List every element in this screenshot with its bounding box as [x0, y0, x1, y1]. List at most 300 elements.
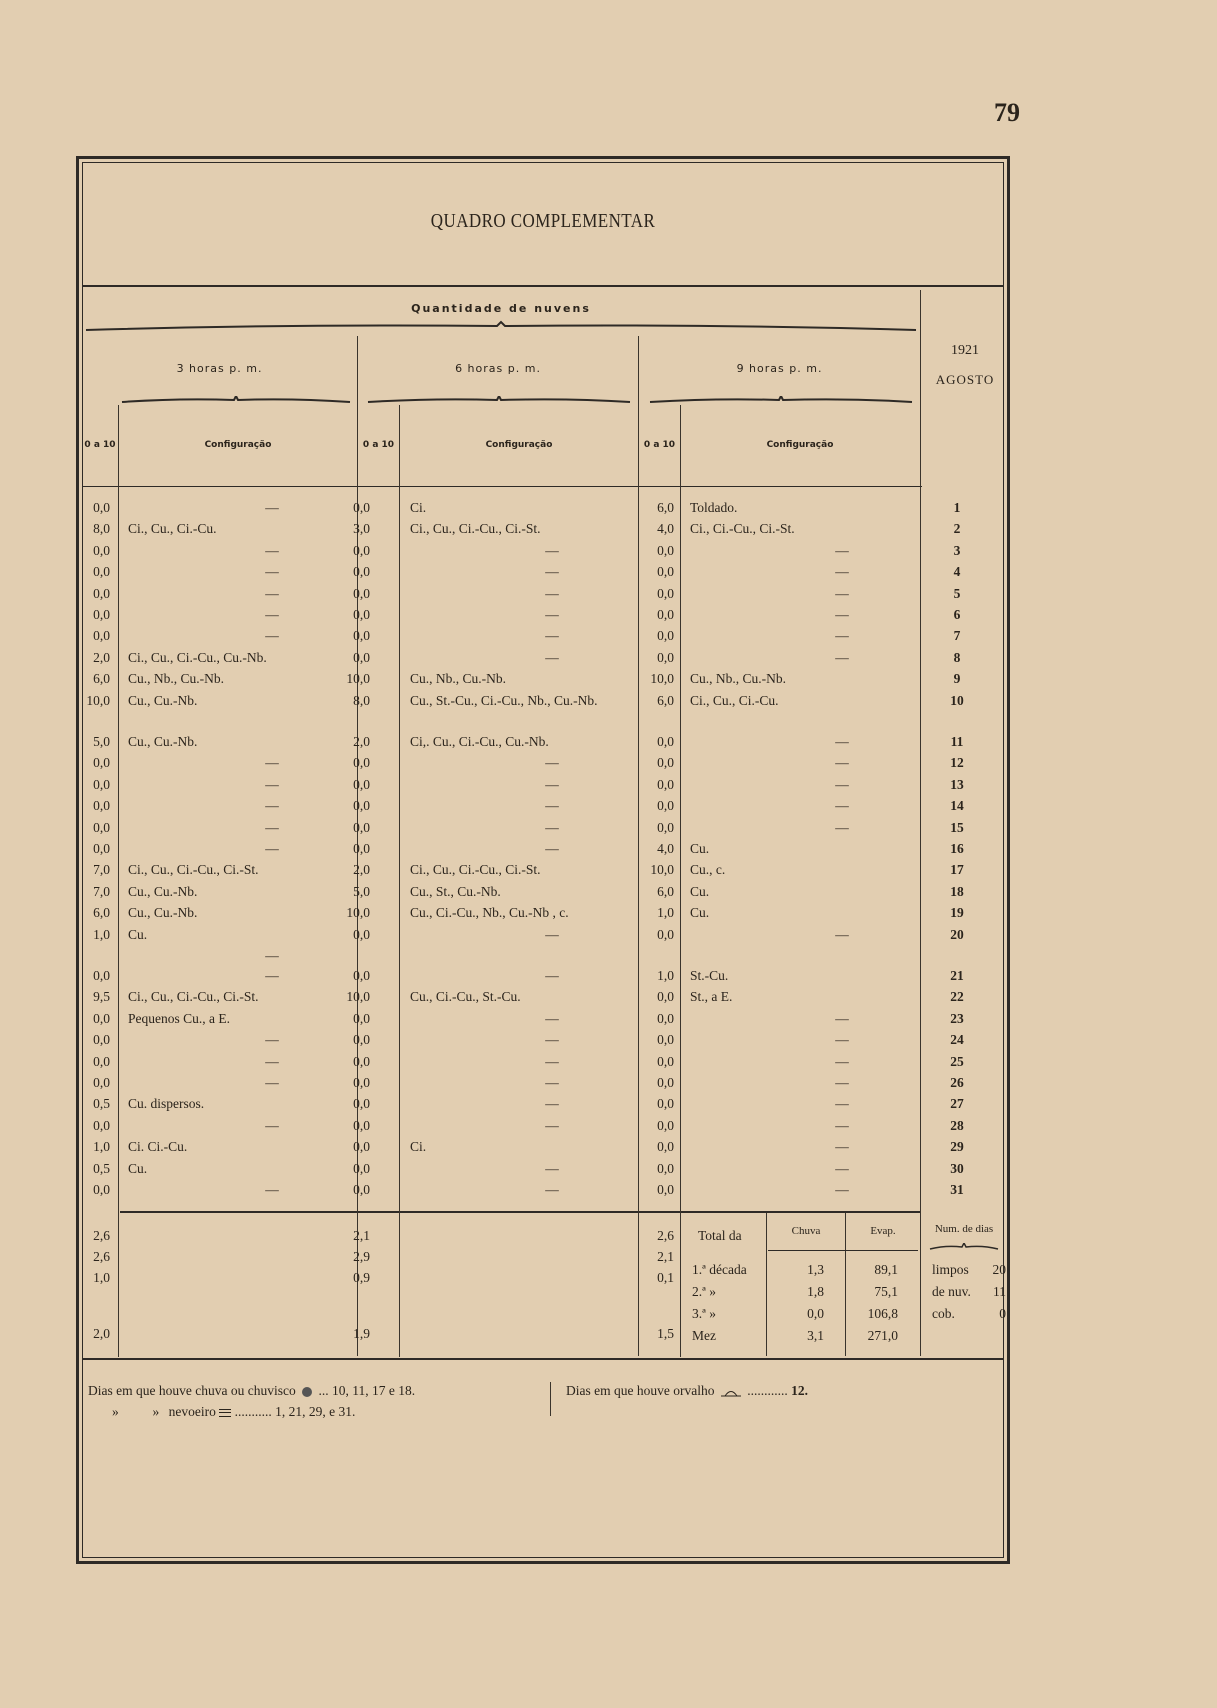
summary-c-2: 2,1	[657, 1249, 674, 1264]
day-number: 17	[950, 862, 964, 878]
cloud-3pm-config: Cu., Cu.-Nb.	[128, 905, 198, 921]
cloud-3pm-value: 0,0	[93, 1117, 110, 1133]
num-dias-nuv-value: 11	[993, 1284, 1006, 1299]
cloud-6pm-value: 10,0	[346, 905, 370, 921]
cloud-3pm-value: 1,0	[93, 1139, 110, 1155]
cloud-9pm-value: 0,0	[657, 1182, 674, 1197]
table-row	[82, 862, 1004, 882]
group-brace	[120, 396, 352, 406]
summary-c-4: 1,5	[657, 1326, 674, 1341]
day-number: 31	[950, 1182, 964, 1197]
table-row	[82, 650, 1004, 670]
dew-days: 12.	[791, 1383, 808, 1398]
cloud-3pm-value: 5,0	[93, 734, 110, 749]
period-1: 1.ª década	[692, 1262, 747, 1277]
evap-1: 89,1	[874, 1262, 898, 1277]
cloud-3pm-config: —	[265, 776, 279, 792]
cloud-9pm-value: 1,0	[657, 968, 674, 983]
summary-a-1: 2,6	[93, 1228, 110, 1243]
cloud-3pm-value: 0,0	[93, 564, 110, 580]
rain-leader: ...	[318, 1383, 332, 1398]
summary-a-2: 2,6	[93, 1249, 110, 1264]
day-number: 24	[950, 1032, 964, 1048]
header-year: 1921	[951, 343, 979, 358]
cloud-6pm-config: Ci,. Cu., Ci.-Cu., Cu.-Nb.	[410, 734, 549, 749]
cloud-6pm-value: 0,0	[353, 649, 370, 665]
cloud-9pm-value: 0,0	[657, 1032, 674, 1048]
summary-a-4: 2,0	[93, 1326, 110, 1341]
cloud-9pm-config: Cu., Nb., Cu.-Nb.	[690, 671, 787, 687]
num-dias-limpos-value: 20	[992, 1262, 1006, 1277]
table-row	[82, 905, 1004, 925]
cloud-3pm-config: Ci., Cu., Ci.-Cu.	[128, 521, 217, 537]
cloud-6pm-config: —	[545, 649, 559, 665]
evap-3: 106,8	[867, 1306, 898, 1321]
cloud-3pm-config: —	[265, 841, 279, 856]
table-row	[82, 607, 1004, 627]
cloud-6pm-config: —	[545, 628, 559, 644]
table-row	[82, 586, 1004, 606]
cloud-9pm-value: 0,0	[657, 607, 674, 622]
footer-divider	[550, 1382, 551, 1416]
cloud-9pm-config: —	[835, 734, 849, 749]
cloud-9pm-value: 0,0	[657, 1075, 674, 1090]
group-brace	[366, 396, 632, 406]
cloud-3pm-config: —	[265, 1075, 279, 1090]
table-row	[82, 1161, 1004, 1181]
cloud-9pm-value: 6,0	[657, 692, 674, 708]
header-month: AGOSTO	[935, 372, 995, 387]
num-dias-nuv: de nuv.	[932, 1284, 971, 1299]
cloud-6pm-value: 0,0	[353, 926, 370, 942]
cloud-3pm-config: Cu., Cu.-Nb.	[128, 883, 198, 899]
table-row	[82, 755, 1004, 775]
header-cloud-amount: Quantidade de nuvens	[411, 302, 591, 315]
cloud-6pm-config: —	[545, 968, 559, 983]
fog-note	[112, 1404, 355, 1420]
cloud-3pm-config: —	[265, 585, 279, 601]
cloud-3pm-config: —	[265, 819, 279, 835]
cloud-9pm-config: —	[835, 755, 849, 771]
cloud-6pm-value: 0,0	[353, 1032, 370, 1048]
num-dias-label: Num. de dias	[934, 1223, 994, 1235]
cloud-9pm-value: 0,0	[657, 1096, 674, 1112]
table-row	[82, 798, 1004, 818]
day-number: 26	[950, 1075, 964, 1090]
day-number: 10	[950, 692, 964, 708]
cloud-6pm-config: Ci.	[410, 1139, 427, 1155]
cloud-9pm-config: —	[835, 1160, 849, 1176]
cloud-3pm-value: 7,0	[93, 883, 110, 899]
day-number: 1	[953, 500, 961, 515]
cloud-6pm-config: —	[545, 1010, 559, 1026]
cloud-3pm-value: 0,0	[93, 819, 110, 835]
cloud-6pm-config: —	[545, 819, 559, 835]
cloud-3pm-value: 0,0	[93, 968, 110, 983]
table-row	[82, 1011, 1004, 1031]
day-number: 4	[953, 564, 961, 580]
cloud-3pm-config: Ci., Cu., Ci.-Cu., Cu.-Nb.	[128, 649, 267, 665]
col-config-1: Configuração	[204, 440, 272, 450]
cloud-3pm-value: 0,0	[93, 755, 110, 771]
cloud-3pm-value: 0,0	[93, 841, 110, 856]
cloud-9pm-value: 0,0	[657, 1139, 674, 1155]
group-6pm: 6 horas p. m.	[455, 362, 541, 375]
rain-days: 10, 11, 17 e 18.	[331, 1383, 416, 1398]
cloud-6pm-value: 2,0	[353, 734, 370, 749]
total-label: Total da	[698, 1228, 742, 1243]
cloud-6pm-value: 0,0	[353, 819, 370, 835]
day-number: 12	[950, 755, 964, 771]
cloud-3pm-value: 0,5	[93, 1096, 110, 1112]
table-row-continuation	[82, 948, 1004, 968]
fog-prefix: » »	[112, 1404, 160, 1419]
cloud-9pm-value: 0,0	[657, 649, 674, 665]
day-number: 23	[950, 1010, 964, 1026]
col-scale-1: 0 a 10	[84, 440, 116, 450]
cloud-6pm-config: Ci.	[410, 500, 427, 515]
cloud-9pm-value: 0,0	[657, 734, 674, 749]
cloud-3pm-value: 0,0	[93, 607, 110, 622]
cloud-3pm-value: 6,0	[93, 671, 110, 687]
cloud-6pm-config: —	[545, 798, 559, 814]
cloud-3pm-config: Pequenos Cu., a E.	[128, 1010, 230, 1026]
cloud-3pm-value: 9,5	[93, 989, 110, 1005]
summary-b-3: 0,9	[353, 1270, 370, 1285]
cloud-9pm-value: 0,0	[657, 628, 674, 644]
cloud-3pm-value: 0,0	[93, 1010, 110, 1026]
cloud-6pm-value: 0,0	[353, 776, 370, 792]
cloud-9pm-config: Toldado.	[690, 500, 738, 515]
cloud-9pm-config: —	[835, 798, 849, 814]
cloud-3pm-value: 0,0	[93, 1053, 110, 1069]
chuva-2: 1,8	[807, 1284, 824, 1299]
cloud-9pm-config: —	[835, 628, 849, 644]
cloud-9pm-value: 1,0	[657, 905, 674, 921]
cloud-9pm-config: St.-Cu.	[690, 968, 729, 983]
cloud-6pm-config: —	[545, 585, 559, 601]
cloud-9pm-config: —	[835, 1096, 849, 1112]
table-row	[82, 1032, 1004, 1052]
cloud-6pm-config: —	[545, 1096, 559, 1112]
cloud-9pm-value: 0,0	[657, 926, 674, 942]
cloud-3pm-value: 0,0	[93, 500, 110, 515]
cloud-3pm-config: —	[265, 564, 279, 580]
cloud-6pm-config: —	[545, 1032, 559, 1048]
day-number: 30	[950, 1160, 964, 1176]
table-row	[82, 543, 1004, 563]
cloud-9pm-config: —	[835, 1053, 849, 1069]
cloud-9pm-config: Cu.	[690, 905, 710, 921]
day-number: 13	[950, 776, 964, 792]
footer-rule	[82, 1358, 1004, 1360]
chuva-4: 3,1	[807, 1328, 824, 1343]
day-number: 8	[953, 649, 961, 665]
cloud-3pm-config: Cu., Nb., Cu.-Nb.	[128, 671, 225, 687]
cloud-6pm-config: Cu., Nb., Cu.-Nb.	[410, 671, 507, 687]
cloud-9pm-value: 10,0	[650, 862, 674, 878]
cloud-3pm-config: —	[265, 500, 279, 515]
day-number: 14	[950, 798, 964, 814]
day-number: 16	[950, 841, 964, 856]
cloud-9pm-config: —	[835, 1010, 849, 1026]
cloud-6pm-config: —	[545, 564, 559, 580]
col-scale-2: 0 a 10	[362, 440, 395, 450]
summary-b-4: 1,9	[353, 1326, 370, 1341]
cloud-6pm-value: 0,0	[353, 968, 370, 983]
cloud-9pm-value: 4,0	[657, 521, 674, 537]
day-number: 21	[950, 968, 964, 983]
cloud-3pm-config: Cu., Cu.-Nb.	[128, 734, 198, 749]
cloud-9pm-value: 0,0	[657, 1053, 674, 1069]
cloud-9pm-config: Cu.	[690, 841, 710, 856]
period-4: Mez	[692, 1328, 716, 1343]
chuva-label: Chuva	[791, 1225, 821, 1237]
cloud-6pm-value: 0,0	[353, 1096, 370, 1112]
group-brace	[648, 396, 914, 406]
num-dias-limpos: limpos	[932, 1262, 969, 1277]
cloud-6pm-value: 0,0	[353, 798, 370, 814]
cloud-6pm-value: 0,0	[353, 1182, 370, 1197]
cloud-6pm-value: 10,0	[346, 989, 370, 1005]
table-row	[82, 521, 1004, 541]
group-3pm: 3 horas p. m.	[176, 362, 263, 375]
cloud-3pm-config: —	[265, 1053, 279, 1069]
cloud-6pm-config: —	[545, 1182, 559, 1197]
day-number: 25	[950, 1053, 964, 1069]
cloud-9pm-config: Cu.	[690, 883, 710, 899]
table-row	[82, 628, 1004, 648]
cloud-9pm-config: —	[835, 776, 849, 792]
cloud-3pm-value: 0,0	[93, 542, 110, 558]
cloud-6pm-config: Ci., Cu., Ci.-Cu., Ci.-St.	[410, 862, 541, 878]
cloud-3pm-config: Cu. dispersos.	[128, 1096, 205, 1112]
cloud-9pm-config: Ci., Ci.-Cu., Ci.-St.	[690, 521, 795, 537]
cloud-3pm-config: —	[265, 947, 279, 963]
table-row	[82, 989, 1004, 1009]
table-row	[82, 1182, 1004, 1202]
cloud-3pm-config: —	[265, 1117, 279, 1133]
cloud-6pm-value: 0,0	[353, 564, 370, 580]
cloud-6pm-value: 0,0	[353, 1053, 370, 1069]
cloud-6pm-config: Cu., Ci.-Cu., Nb., Cu.-Nb , c.	[410, 905, 569, 921]
cloud-9pm-config: —	[835, 1032, 849, 1048]
rain-symbol-icon	[302, 1387, 312, 1397]
cloud-3pm-value: 0,0	[93, 798, 110, 814]
table-row	[82, 841, 1004, 861]
cloud-6pm-config: —	[545, 776, 559, 792]
day-number: 22	[950, 989, 964, 1005]
cloud-3pm-config: —	[265, 798, 279, 814]
col-config-2: Configuração	[485, 440, 553, 450]
cloud-6pm-config: Cu., St.-Cu., Ci.-Cu., Nb., Cu.-Nb.	[410, 692, 598, 708]
day-number: 18	[950, 883, 964, 899]
cloud-6pm-value: 5,0	[353, 883, 370, 899]
table-row	[82, 1096, 1004, 1116]
cloud-9pm-value: 10,0	[650, 671, 674, 687]
cloud-3pm-value: 6,0	[93, 905, 110, 921]
cloud-3pm-config: Ci. Ci.-Cu.	[128, 1139, 188, 1155]
day-number: 20	[950, 926, 964, 942]
cloud-3pm-config: —	[265, 628, 279, 644]
cloud-6pm-config: —	[545, 1075, 559, 1090]
cloud-6pm-value: 0,0	[353, 1160, 370, 1176]
cloud-9pm-config: Ci., Cu., Ci.-Cu.	[690, 692, 779, 708]
cloud-9pm-value: 6,0	[657, 883, 674, 899]
cloud-9pm-config: —	[835, 1182, 849, 1197]
num-dias-cob: cob.	[932, 1306, 955, 1321]
cloud-6pm-value: 0,0	[353, 628, 370, 644]
chuva-3: 0,0	[807, 1306, 824, 1321]
cloud-3pm-value: 8,0	[93, 521, 110, 537]
evap-2: 75,1	[874, 1284, 898, 1299]
cloud-9pm-value: 0,0	[657, 585, 674, 601]
cloud-9pm-config: —	[835, 607, 849, 622]
cloud-6pm-value: 10,0	[346, 671, 370, 687]
cloud-9pm-config: —	[835, 926, 849, 942]
day-number: 19	[950, 905, 964, 921]
cloud-9pm-config: —	[835, 585, 849, 601]
cloud-6pm-config: —	[545, 755, 559, 771]
cloud-3pm-config: —	[265, 1182, 279, 1197]
table-row	[82, 820, 1004, 840]
cloud-3pm-config: Cu.	[128, 1160, 148, 1176]
fog-symbol-icon	[219, 1409, 231, 1417]
fog-days: 1, 21, 29, e 31.	[275, 1404, 356, 1419]
page-number: 79	[994, 98, 1020, 127]
table-row	[82, 777, 1004, 797]
evap-label: Evap.	[870, 1225, 896, 1237]
cloud-6pm-value: 0,0	[353, 500, 370, 515]
dew-note	[566, 1383, 808, 1399]
cloud-9pm-value: 0,0	[657, 564, 674, 580]
cloud-9pm-value: 0,0	[657, 542, 674, 558]
cloud-9pm-config: —	[835, 1075, 849, 1090]
cloud-6pm-config: Cu., Ci.-Cu., St.-Cu.	[410, 989, 521, 1005]
table-row	[82, 734, 1004, 754]
summary-b-2: 2,9	[353, 1249, 370, 1264]
cloud-3pm-config: Cu.	[128, 926, 148, 942]
cloud-9pm-config: —	[835, 564, 849, 580]
day-number: 27	[950, 1096, 964, 1112]
cloud-9pm-value: 0,0	[657, 989, 674, 1005]
group-9pm: 9 horas p. m.	[736, 362, 823, 375]
day-number: 28	[950, 1117, 964, 1133]
cloud-3pm-config: —	[265, 755, 279, 771]
cloud-6pm-config: Cu., St., Cu.-Nb.	[410, 883, 501, 899]
table-row	[82, 671, 1004, 691]
table-row	[82, 968, 1004, 988]
table-row	[82, 693, 1004, 713]
cloud-9pm-value: 0,0	[657, 798, 674, 814]
cloud-6pm-value: 0,0	[353, 1010, 370, 1026]
cloud-6pm-value: 2,0	[353, 862, 370, 878]
day-number: 2	[953, 521, 961, 537]
cloud-6pm-value: 0,0	[353, 1139, 370, 1155]
dew-symbol-icon	[720, 1387, 742, 1397]
cloud-9pm-config: —	[835, 649, 849, 665]
table-title: QUADRO COMPLEMENTAR	[430, 210, 656, 232]
cloud-9pm-value: 0,0	[657, 819, 674, 835]
cloud-3pm-value: 2,0	[93, 649, 110, 665]
cloud-3pm-value: 0,0	[93, 1032, 110, 1048]
cloud-3pm-config: Cu., Cu.-Nb.	[128, 692, 198, 708]
col-scale-3: 0 a 10	[643, 440, 676, 450]
col-config-3: Configuração	[766, 440, 834, 450]
table-row	[82, 1118, 1004, 1138]
day-number: 11	[950, 734, 964, 749]
day-number: 5	[953, 585, 961, 601]
title-rule	[82, 285, 1004, 287]
num-dias-cob-value: 0	[999, 1306, 1006, 1321]
header-brace	[82, 320, 920, 334]
dew-leader: ............	[747, 1383, 792, 1398]
cloud-9pm-config: —	[835, 819, 849, 835]
day-number: 6	[953, 607, 961, 622]
table-row	[82, 884, 1004, 904]
dew-label: Dias em que houve orvalho	[566, 1383, 715, 1398]
table-row	[82, 1054, 1004, 1074]
cloud-9pm-value: 0,0	[657, 1160, 674, 1176]
cloud-3pm-value: 0,5	[93, 1160, 110, 1176]
cloud-6pm-value: 0,0	[353, 585, 370, 601]
summary-a-3: 1,0	[93, 1270, 110, 1285]
cloud-6pm-value: 0,0	[353, 542, 370, 558]
period-3: 3.ª »	[692, 1306, 716, 1321]
period-2: 2.ª »	[692, 1284, 716, 1299]
cloud-9pm-value: 0,0	[657, 1010, 674, 1026]
cloud-3pm-value: 0,0	[93, 628, 110, 644]
day-number: 9	[953, 671, 961, 687]
total-rule	[768, 1250, 918, 1251]
table-row	[82, 927, 1004, 947]
rain-label: Dias em que houve chuva ou chuvisco	[88, 1383, 296, 1398]
cloud-3pm-value: 7,0	[93, 862, 110, 878]
table-row	[82, 500, 1004, 520]
cloud-6pm-value: 0,0	[353, 755, 370, 771]
cloud-6pm-value: 0,0	[353, 1117, 370, 1133]
summary-c-3: 0,1	[657, 1270, 674, 1285]
cloud-3pm-value: 0,0	[93, 585, 110, 601]
cloud-6pm-value: 0,0	[353, 607, 370, 622]
rain-note	[88, 1383, 415, 1399]
cloud-3pm-value: 1,0	[93, 926, 110, 942]
cloud-3pm-config: —	[265, 607, 279, 622]
cloud-9pm-config: Cu., c.	[690, 862, 726, 878]
cloud-9pm-config: —	[835, 542, 849, 558]
cloud-6pm-config: —	[545, 542, 559, 558]
num-dias-brace	[928, 1243, 1000, 1253]
day-number: 3	[953, 542, 961, 558]
cloud-6pm-config: —	[545, 1160, 559, 1176]
cloud-9pm-config: —	[835, 1117, 849, 1133]
cloud-9pm-value: 6,0	[657, 500, 674, 515]
cloud-6pm-config: —	[545, 1117, 559, 1133]
cloud-6pm-config: —	[545, 841, 559, 856]
cloud-3pm-config: —	[265, 968, 279, 983]
cloud-6pm-value: 0,0	[353, 841, 370, 856]
cloud-9pm-config: —	[835, 1139, 849, 1155]
day-number: 7	[953, 628, 961, 644]
cloud-3pm-value: 10,0	[86, 692, 110, 708]
cloud-9pm-value: 0,0	[657, 755, 674, 771]
cloud-6pm-config: —	[545, 926, 559, 942]
cloud-6pm-value: 3,0	[353, 521, 370, 537]
cloud-9pm-value: 4,0	[657, 841, 674, 856]
cloud-3pm-value: 0,0	[93, 1075, 110, 1090]
summary-rule	[120, 1211, 920, 1213]
table-row	[82, 1139, 1004, 1159]
